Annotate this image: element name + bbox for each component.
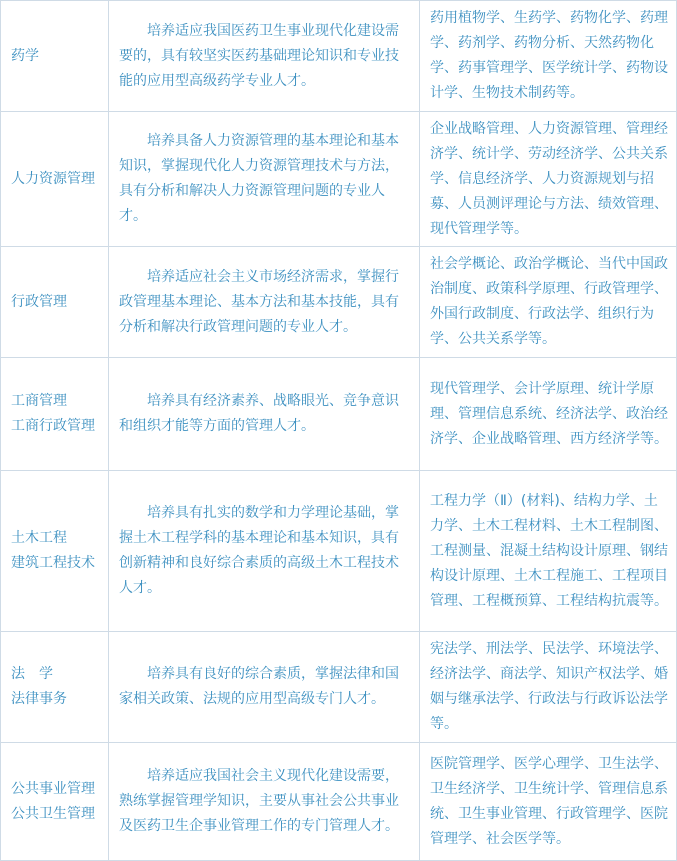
major-cell: [1, 358, 109, 471]
training-goal-cell: 培养适应我国社会主义现代化建设需要，熟练掌握管理学知识，主要从事社会公共事业及医药卫生企事业管理工作的专门管理人才。: [109, 743, 420, 861]
training-goal-cell: 培养具有扎实的数学和力学理论基础，掌握土木工程学科的基本理论和基本知识，具有创新精神和良好综合素质的高级土木工程技术人才。: [109, 471, 420, 632]
training-goal-cell: 培养适应社会主义市场经济需求，掌握行政管理基本理论、基本方法和基本技能，具有分析和解决行政管理问题的专业人才。: [109, 247, 420, 358]
major-name: 工商行政管理: [11, 418, 95, 434]
main-courses-cell: 工程力学（Ⅱ）(材料)、结构力学、土力学、土木工程材料、土木工程制图、工程测量、混凝土结构设计原理、钢结构设计原理、土木工程施工、工程项目管理、工程概预算、工程结构抗震等。: [420, 471, 677, 632]
training-goal-cell: 培养适应我国医药卫生事业现代化建设需要的，具有较坚实医药基础理论知识和专业技能的应用型高级药学专业人才。: [109, 1, 420, 112]
major-cell: [1, 632, 109, 743]
major-cell: [1, 1, 109, 112]
major-cell: [1, 247, 109, 358]
table-row: [1, 247, 677, 358]
training-goal-cell: 培养具备人力资源管理的基本理论和基本知识，掌握现代化人力资源管理技术与方法，具有分析和解决人力资源管理问题的专业人才。: [109, 112, 420, 247]
table-row: [1, 632, 677, 743]
main-courses-cell: 药用植物学、生药学、药物化学、药理学、药剂学、药物分析、天然药物化学、药事管理学、医学统计学、药物设计学、生物技术制药等。: [420, 1, 677, 112]
major-name: 工商管理: [11, 393, 67, 409]
major-name: 法 学: [11, 666, 53, 682]
table-row: [1, 358, 677, 471]
training-goal-cell: 培养具有经济素养、战略眼光、竞争意识和组织才能等方面的管理人才。: [109, 358, 420, 471]
major-name: 土木工程: [11, 530, 67, 546]
majors-table-body: [1, 1, 677, 861]
major-name: 公共事业管理: [11, 780, 95, 797]
major-name: 药学: [11, 47, 39, 64]
major-name: 行政管理: [11, 293, 67, 310]
main-courses-cell: 宪法学、刑法学、民法学、环境法学、经济法学、商法学、知识产权法学、婚姻与继承法学、行政法与行政诉讼法学等。: [420, 632, 677, 743]
table-row: [1, 743, 677, 861]
table-row: [1, 112, 677, 247]
major-cell: [1, 471, 109, 632]
major-name: 人力资源管理: [11, 170, 95, 187]
main-courses-cell: 社会学概论、政治学概论、当代中国政治制度、政策科学原理、行政管理学、外国行政制度、行政法学、组织行为学、公共关系学等。: [420, 247, 677, 358]
major-cell: [1, 112, 109, 247]
table-row: [1, 1, 677, 112]
training-goal-cell: 培养具有良好的综合素质，掌握法律和国家相关政策、法规的应用型高级专门人才。: [109, 632, 420, 743]
major-cell: [1, 743, 109, 861]
main-courses-cell: 现代管理学、会计学原理、统计学原理、管理信息系统、经济法学、政治经济学、企业战略管理、西方经济学等。: [420, 358, 677, 471]
table-row: [1, 471, 677, 632]
major-name: 法律事务: [11, 691, 67, 707]
main-courses-cell: 医院管理学、医学心理学、卫生法学、卫生经济学、卫生统计学、管理信息系统、卫生事业管理、行政管理学、医院管理学、社会医学等。: [420, 743, 677, 861]
main-courses-cell: 企业战略管理、人力资源管理、管理经济学、统计学、劳动经济学、公共关系学、信息经济学、人力资源规划与招募、人员测评理论与方法、绩效管理、现代管理学等。: [420, 112, 677, 247]
major-name: 公共卫生管理: [11, 805, 95, 822]
major-name: 建筑工程技术: [11, 555, 95, 571]
